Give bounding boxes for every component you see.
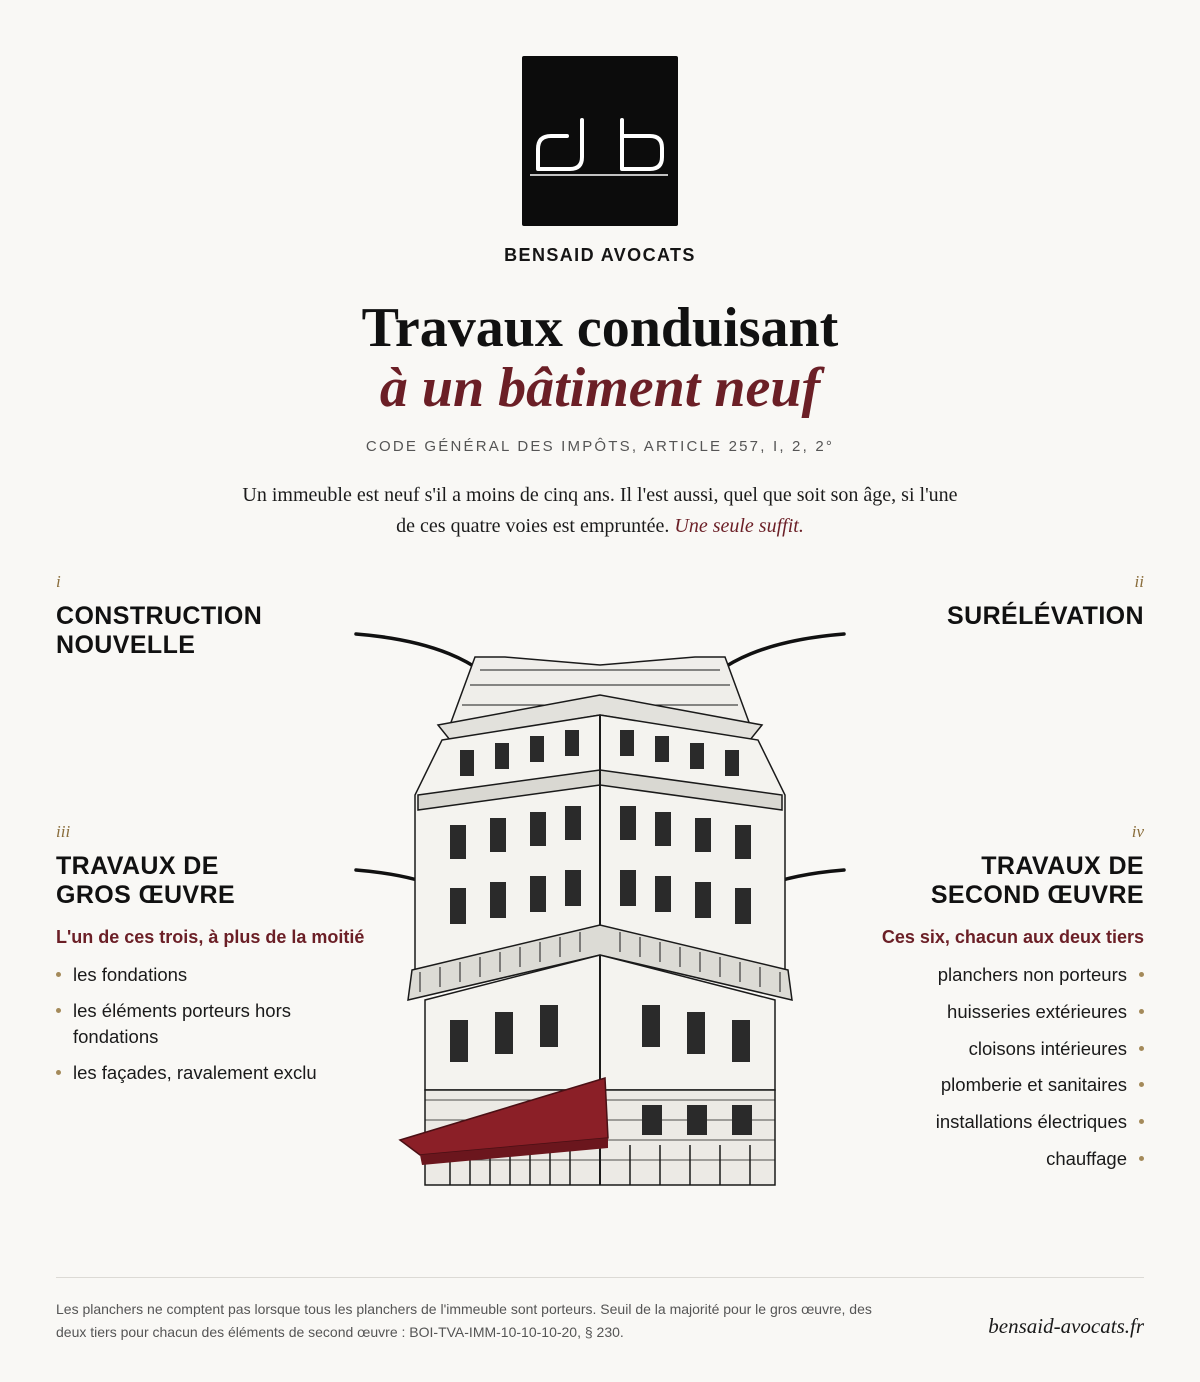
list-item: les façades, ravalement exclu [56,1060,356,1086]
voie-4-title: TRAVAUX DE SECOND ŒUVRE [930,852,1144,909]
list-item: installations électriques [814,1109,1144,1135]
voie-1-number: i [56,572,61,591]
list-item: planchers non porteurs [814,962,1144,988]
list-item: chauffage [814,1146,1144,1172]
list-item: huisseries extérieures [814,999,1144,1025]
voie-4-number: iv [1131,822,1144,841]
intro-emphasis: Une seule suffit. [674,515,804,537]
list-item: plomberie et sanitaires [814,1072,1144,1098]
page-title-line1: Travaux conduisant [361,297,839,359]
intro-line2: de ces quatre voies est empruntée. [396,515,670,537]
footer-note: Les planchers ne comptent pas lorsque tous les planchers de l'immeuble sont porteurs. Seuil de la majorité pour le gros œuvre, des deux tiers pour chacun des éléments de second œuvre : BOI-TVA-IMM-10-10-10-20, § 230. [56,1301,872,1340]
list-item: les fondations [56,962,356,988]
voie-4-subtitle: Ces six, chacun aux deux tiers [881,927,1144,947]
voie-2-title: SURÉLÉVATION [947,602,1144,630]
legal-reference: CODE GÉNÉRAL DES IMPÔTS, ARTICLE 257, I, 2, 2° [365,438,835,455]
voie-3-number: iii [56,822,71,841]
website-link[interactable]: bensaid-avocats.fr [988,1314,1144,1338]
building-illustration [380,620,820,1190]
voie-3-title: TRAVAUX DE GROS ŒUVRE [56,852,236,909]
voie-2-number: ii [1134,572,1144,591]
firm-name: BENSAID AVOCATS [504,245,696,265]
list-item: les éléments porteurs hors fondations [56,998,356,1050]
voie-3-subtitle: L'un de ces trois, à plus de la moitié [56,927,365,947]
footer-divider [56,1277,1144,1278]
page-title-line2: à un bâtiment neuf [379,357,821,419]
list-item: cloisons intérieures [814,1036,1144,1062]
voie-1-title: CONSTRUCTION NOUVELLE [56,602,263,659]
intro-line1: Un immeuble est neuf s'il a moins de cinq ans. Il l'est aussi, quel que soit son âge, si l'une [242,484,958,506]
